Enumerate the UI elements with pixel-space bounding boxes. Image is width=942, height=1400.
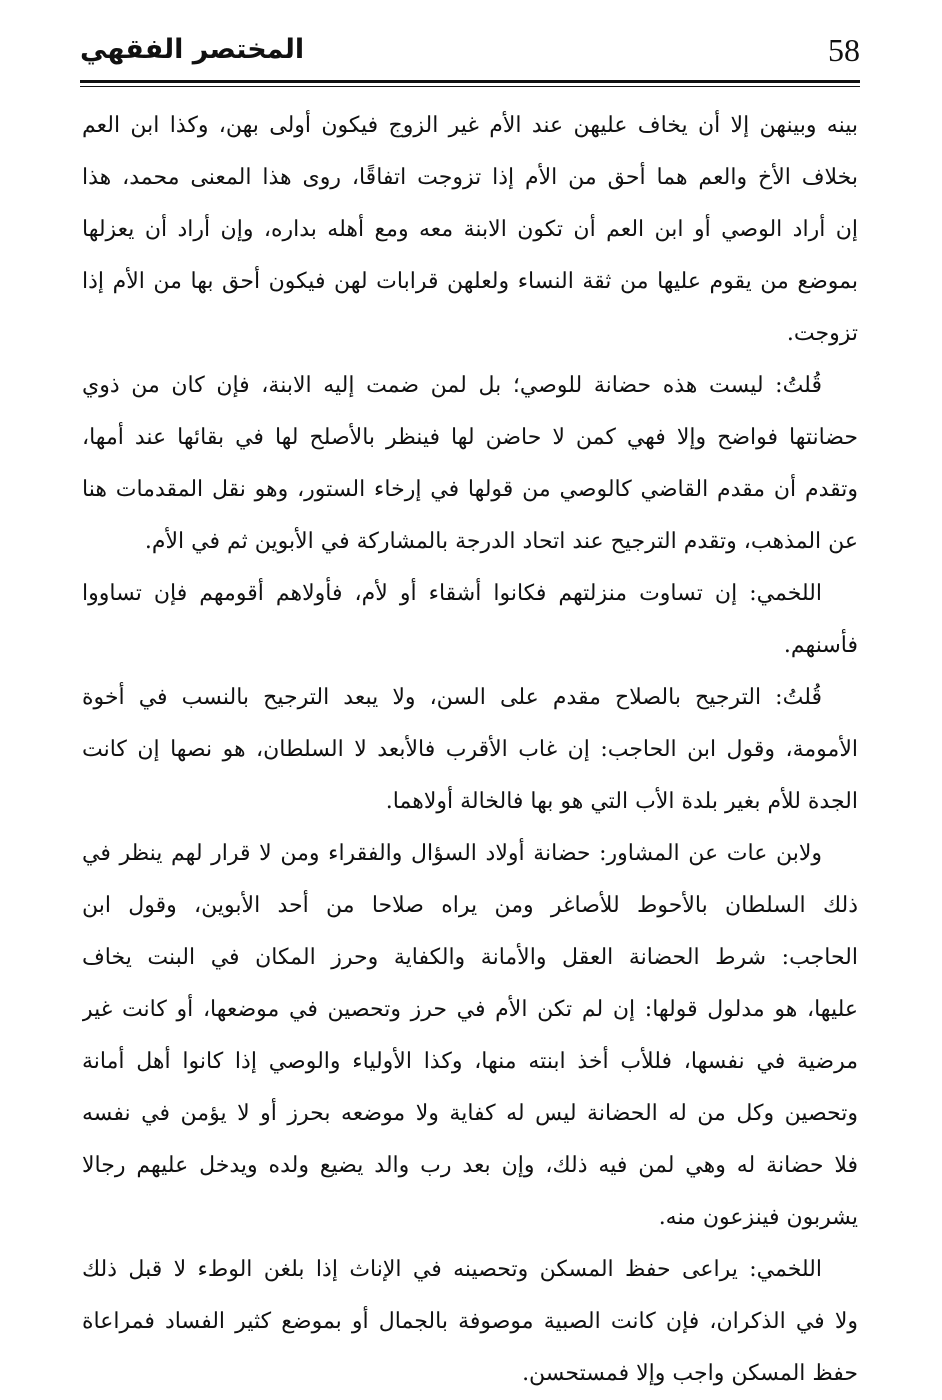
running-title: المختصر الفقهي — [80, 34, 305, 65]
text-line: ذلك السلطان بالأحوط للأصاغر ومن يراه صلاحا من أحد الأبوين، وقول ابن — [82, 893, 858, 918]
text-line: الحاجب: شرط الحضانة العقل والأمانة والكفاية وحرز المكان في البنت يخاف — [82, 945, 858, 970]
body-text — [82, 100, 858, 1400]
text-line: اللخمي: يراعى حفظ المسكن وتحصينه في الإناث إذا بلغن الوطء لا قبل ذلك — [82, 1257, 822, 1282]
text-line: مرضية في نفسها، فللأب أخذ ابنته منها، وكذا الأولياء والوصي إذا كانوا أهل أمانة — [82, 1049, 858, 1074]
text-line: بينه وبينهن إلا أن يخاف عليهن عند الأم غير الزوج فيكون أولى بهن، وكذا ابن العم — [82, 113, 858, 138]
text-line: بموضع من يقوم عليها من ثقة النساء ولعلهن قرابات لهن فيكون أحق بها من الأم إذا — [82, 269, 858, 294]
text-line: حضانتها فواضح وإلا فهي كمن لا حاضن لها فينظر بالأصلح لها في بقائها عند أمها، — [82, 425, 858, 450]
text-line: اللخمي: إن تساوت منزلتهم فكانوا أشقاء أو لأم، فأولاهم أقومهم فإن تساووا — [82, 581, 822, 606]
text-line: بخلاف الأخ والعم هما أحق من الأم إذا تزوجت اتفاقًا، روى هذا المعنى محمد، هذا — [82, 165, 858, 190]
text-line: الأمومة، وقول ابن الحاجب: إن غاب الأقرب فالأبعد لا السلطان، هو نصها إن كانت — [82, 737, 858, 762]
text-line: الجدة للأم بغير بلدة الأب التي هو بها فالخالة أولاهما. — [385, 789, 858, 814]
text-line: تزوجت. — [786, 321, 858, 346]
text-line: ولا في الذكران، فإن كانت الصبية موصوفة بالجمال أو بموضع كثير الفساد فمراعاة — [82, 1309, 858, 1334]
text-line: عن المذهب، وتقدم الترجيح عند اتحاد الدرجة بالمشاركة في الأبوين ثم في الأم. — [144, 529, 858, 554]
text-line: إن أراد الوصي أو ابن العم أن تكون الابنة معه ومع أهله بداره، وإن أراد أن يعزلها — [82, 217, 858, 242]
text-line: يشربون فينزعون منه. — [658, 1205, 858, 1230]
text-line: فأسنهم. — [783, 633, 858, 658]
page-header — [80, 30, 860, 80]
text-line: قُلتُ: الترجيح بالصلاح مقدم على السن، ولا يبعد الترجيح بالنسب في أخوة — [82, 685, 822, 710]
text-line: قُلتُ: ليست هذه حضانة للوصي؛ بل لمن ضمت إليه الابنة، فإن كان من ذوي — [82, 373, 822, 398]
page-number: 58 — [828, 32, 860, 68]
header-rule-thin — [80, 86, 860, 87]
text-line: حفظ المسكن واجب وإلا فمستحسن. — [522, 1361, 858, 1386]
text-line: ولابن عات عن المشاور: حضانة أولاد السؤال والفقراء ومن لا قرار لهم ينظر في — [82, 841, 822, 866]
text-line: وتقدم أن مقدم القاضي كالوصي من قولها في إرخاء الستور، وهو نقل المقدمات هنا — [82, 477, 858, 502]
header-rule — [80, 80, 860, 83]
text-line: وتحصين وكل من له الحضانة ليس له كفاية ولا موضعه بحرز أو لا يؤمن في نفسه — [82, 1101, 858, 1126]
text-line: عليها، هو مدلول قولها: إن لم تكن الأم في حرز وتحصين في موضعها، أو كانت غير — [82, 997, 858, 1022]
text-line: فلا حضانة له وهي لمن فيه ذلك، وإن بعد رب والد يضيع ولده ويدخل عليهم رجالا — [82, 1153, 858, 1178]
